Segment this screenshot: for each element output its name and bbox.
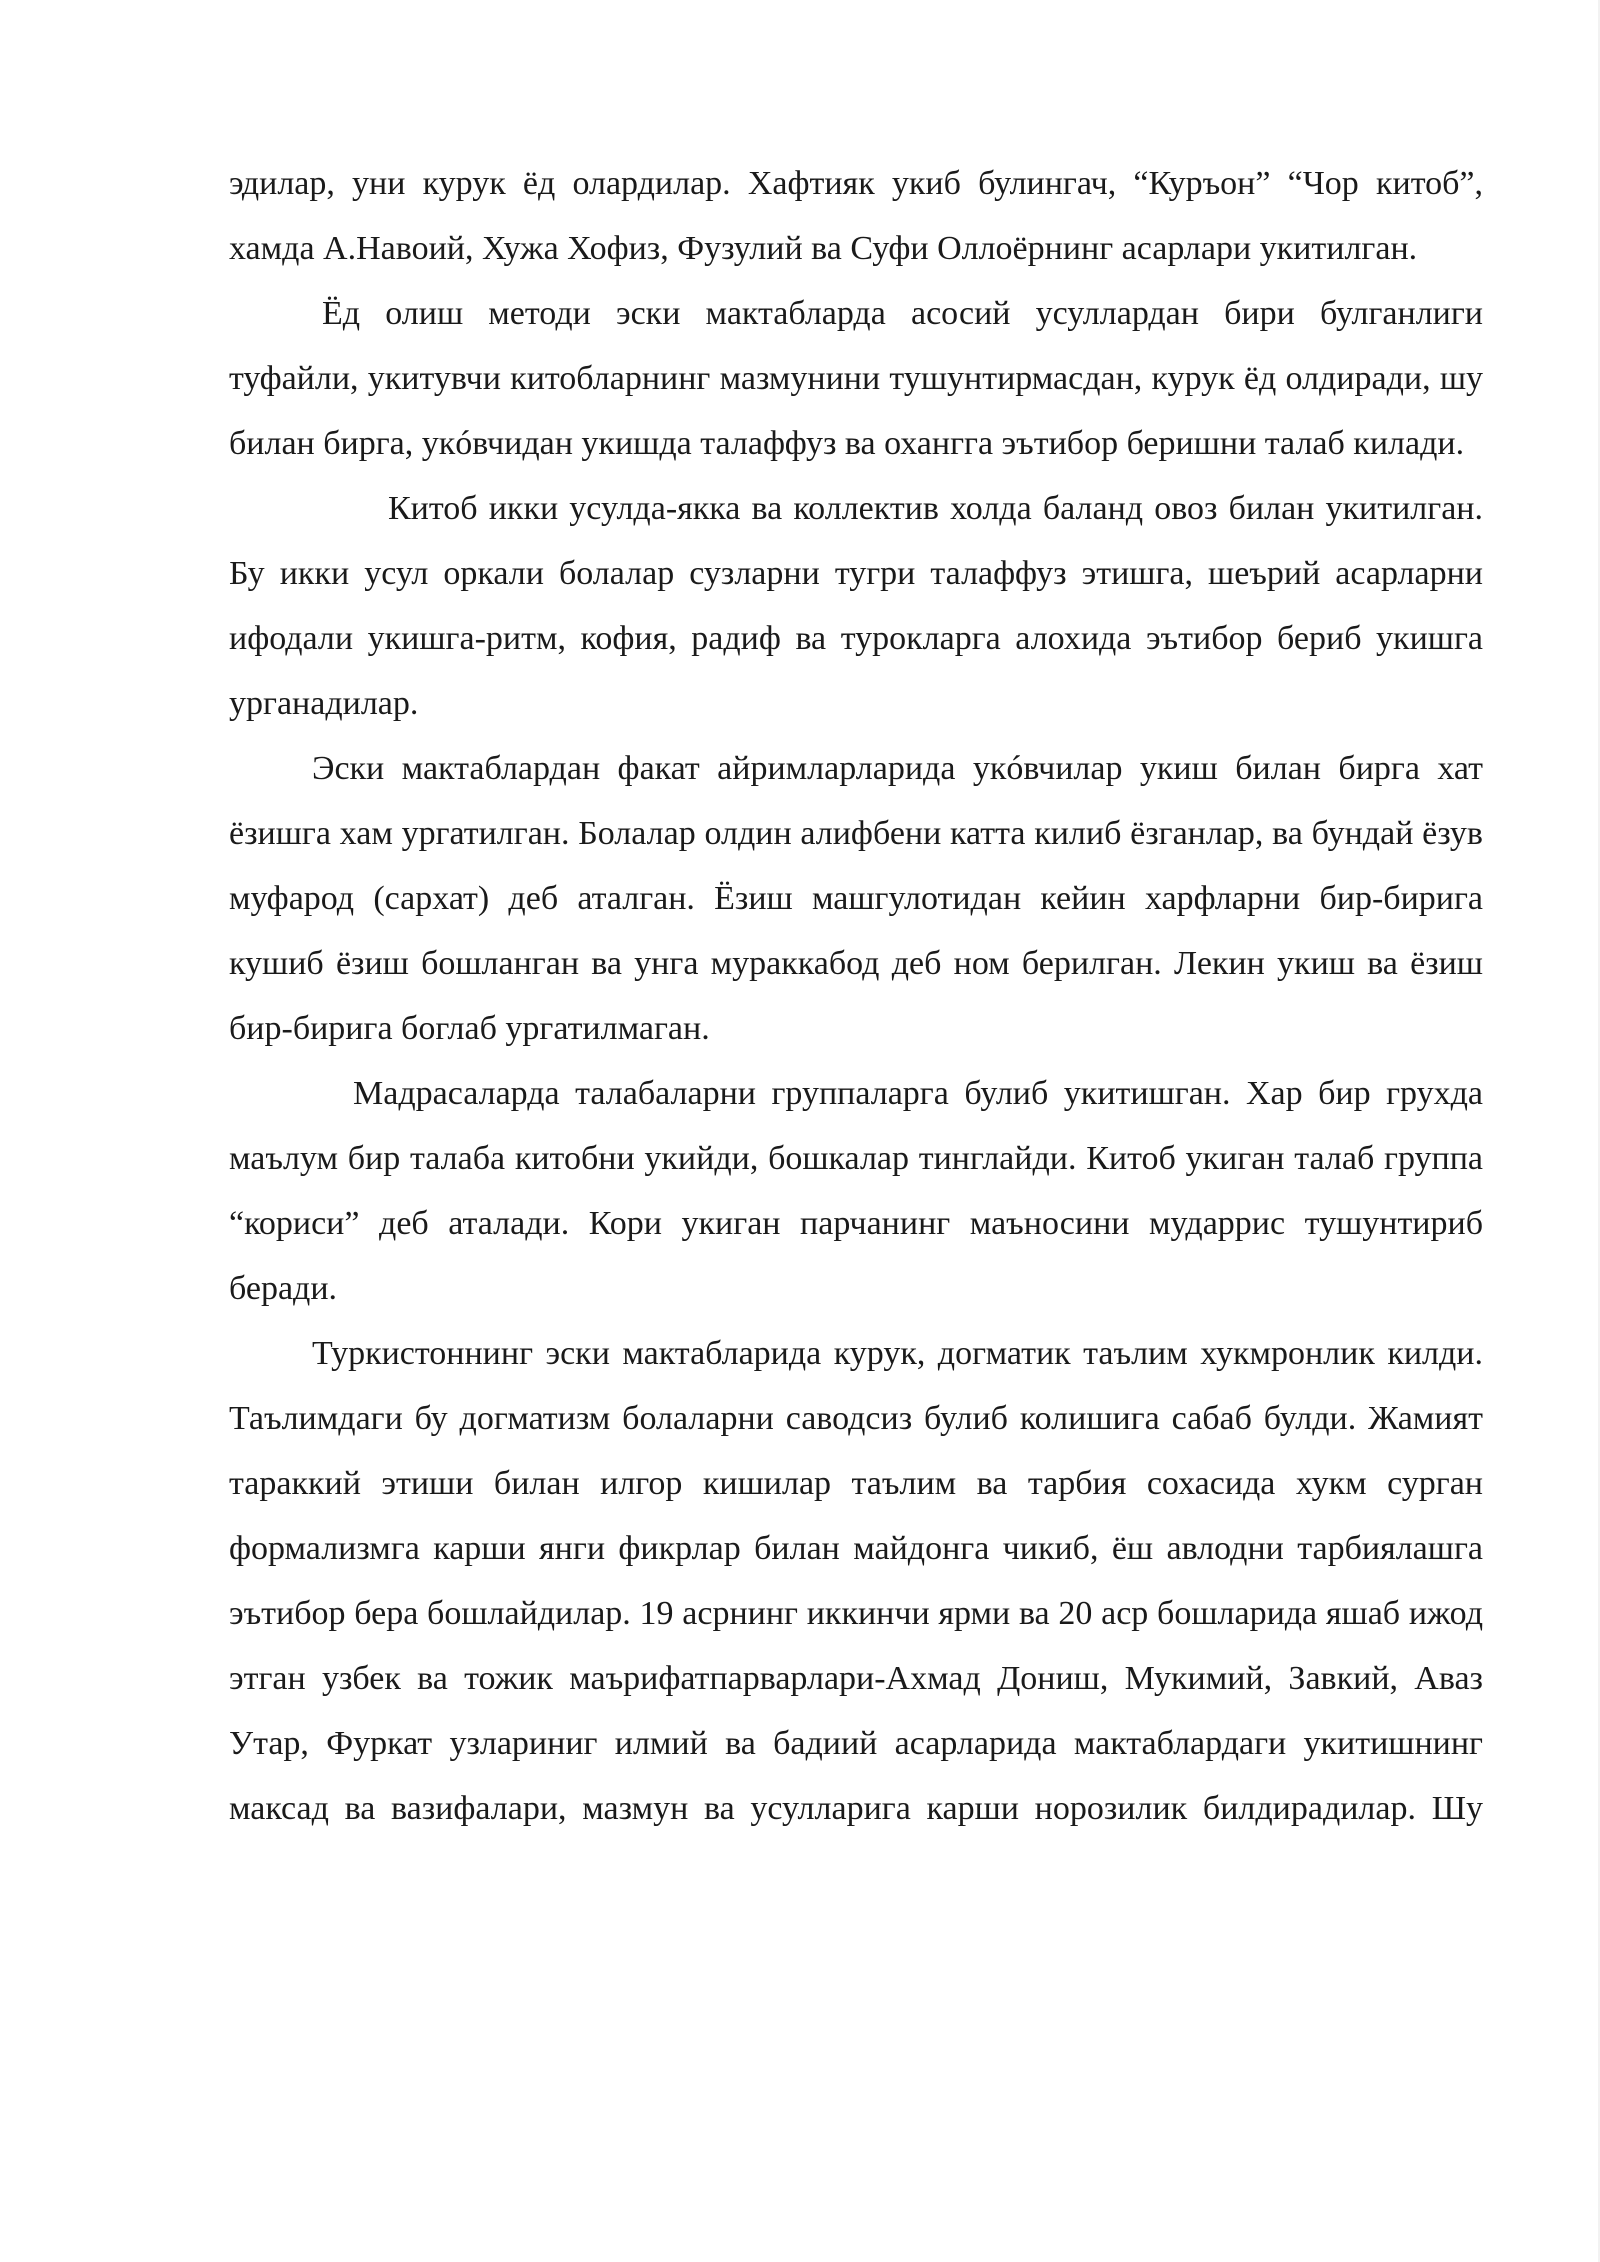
paragraph-5: Мадрасаларда талабаларни группаларга булиб укитишган. Хар бир грухда маълум бир талаба китобни укийди, бошкалар тинглайди. Китоб укиган талаб группа “кориси” деб аталади. Кори укиган парчанинг маъносини мударрис тушунтириб беради.	[229, 1075, 1483, 1307]
document-body	[229, 151, 1483, 1841]
paragraph-2: Ёд олиш методи эски мактабларда асосий усуллардан бири булганлиги туфайли, укитувчи китобларнинг мазмунини тушунтирмасдан, курук ёд олдиради, шу билан бирга, укóвчидан укишда талаффуз ва охангга эътибор беришни талаб килади.	[229, 295, 1483, 462]
paragraph-4: Эски мактаблардан факат айримларларида укóвчилар укиш билан бирга хат ёзишга хам ургатилган. Болалар олдин алифбени катта килиб ёзганлар, ва бундай ёзув муфарод (сархат) деб аталган. Ёзиш машгулотидан кейин харфларни бир-бирига кушиб ёзиш бошланган ва унга мураккабод деб ном берилган. Лекин укиш ва ёзиш бир-бирига боглаб ургатилмаган.	[229, 750, 1483, 1047]
paragraph-1: эдилар, уни курук ёд олардилар. Хафтияк укиб булингач, “Куръон” “Чор китоб”, хамда А.Навоий, Хужа Хофиз, Фузулий ва Суфи Оллоёрнинг асарлари укитилган.	[229, 165, 1483, 267]
paragraph-3: Китоб икки усулда-якка ва коллектив холда баланд овоз билан укитилган. Бу икки усул оркали болалар сузларни тугри талаффуз этишга, шеърий асарларни ифодали укишга-ритм, кофия, радиф ва турокларга алохида эътибор бериб укишга урганадилар.	[229, 490, 1483, 722]
paragraph-6: Туркистоннинг эски мактабларида курук, догматик таълим хукмронлик килди. Таълимдаги бу догматизм болаларни саводсиз булиб колишига сабаб булди. Жамият тараккий этиши билан илгор кишилар таълим ва тарбия сохасида хукм сурган формализмга карши янги фикрлар билан майдонга чикиб, ёш авлодни тарбиялашга эътибор бера бошлайдилар. 19 асрнинг иккинчи ярми ва 20 аср бошларида яшаб ижод этган узбек ва тожик маърифатпарварлари-Ахмад Дониш, Мукимий, Завкий, Аваз Утар, Фуркат узлариниг илмий ва бадиий асарларида мактаблардаги укитишнинг максад ва вазифалари, мазмун ва усулларига карши норозилик билдирадилар. Шу	[229, 1335, 1483, 1827]
